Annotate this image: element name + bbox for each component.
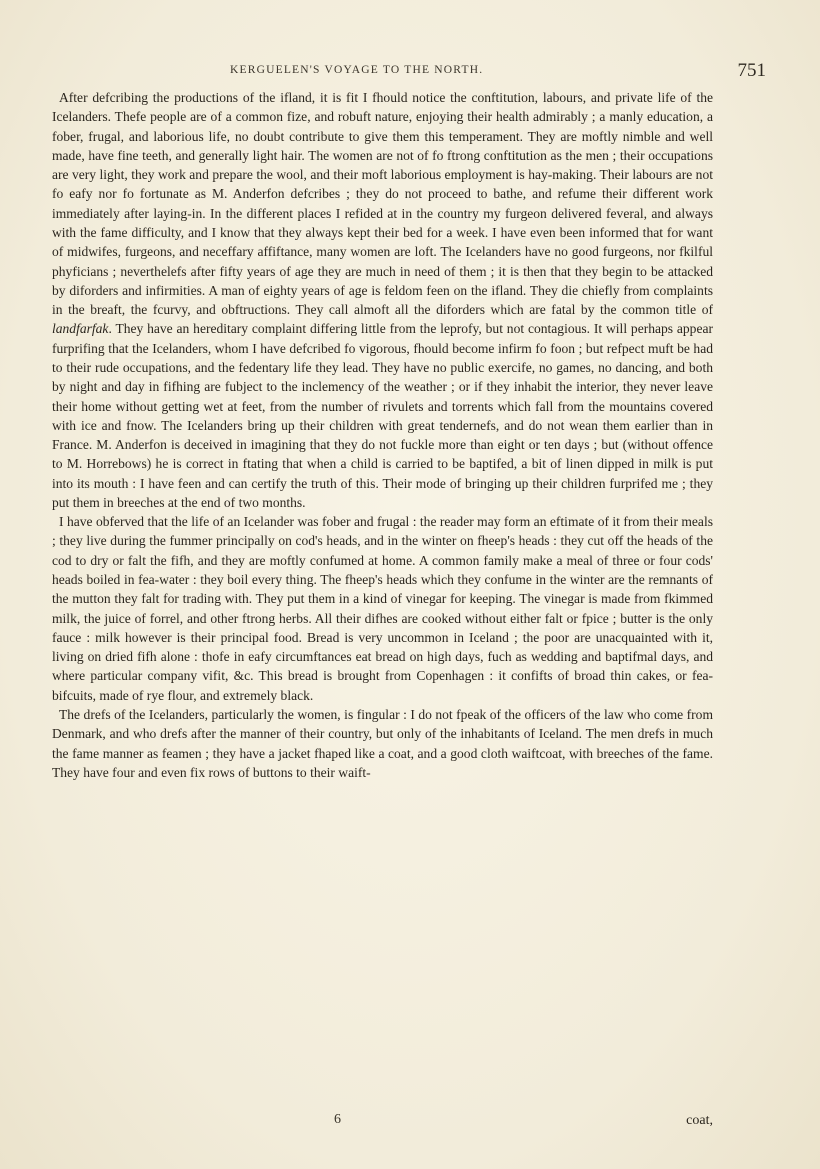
signature-mark: 6	[334, 1112, 341, 1127]
page-number: 751	[737, 60, 766, 81]
catchword: coat,	[686, 1113, 713, 1128]
paragraph-constitution-part-1: After defcribing the productions of the ifland, it is fit I fhould notice the conftitution, labours, and private life of the Icelanders. Thefe people are of a common fize, and robuft nature, enjoying their health admirably ; a manly education, a fober, frugal, and laborious life, no doubt contribute to give them this temperament. They are moftly nimble and well made, have fine teeth, and generally light hair. The women are not of fo ftrong conftitution as the men ; their occupations are very light, they work and prepare the wool, and their moft laborious employment is hay-making. Their labours are not fo eafy nor fo fortunate as M. Anderfon defcribes ; they do not proceed to bathe, and refume their different work immediately after laying-in. In the different places I refided at in the country my furgeon delivered feveral, and always with the fame difficulty, and I know that they always kept their bed for a week. I have even been informed that for want of midwifes, furgeons, and neceffary affiftance, many women are loft. The Icelanders have no good furgeons, nor fkilful phyficians ; neverthelefs after fifty years of age they are much in need of them ; it is then that they begin to be attacked by diforders and infirmities. A man of eighty years of age is feldom feen on the ifland. They die chiefly from complaints in the breaft, the fcurvy, and obftructions. They call almoft all the diforders which are fatal by the common title of	[52, 90, 713, 318]
paragraph-constitution	[52, 88, 713, 512]
running-head: KERGUELEN'S VOYAGE TO THE NORTH.	[230, 64, 484, 76]
page-header	[52, 60, 766, 86]
paragraph-dress: The drefs of the Icelanders, particularly the women, is fingular : I do not fpeak of the officers of the law who come from Denmark, and who drefs after the manner of their country, but only of the inhabitants of Iceland. The men drefs in much the fame manner as feamen ; they have a jacket fhaped like a coat, and a good cloth waiftcoat, with breeches of the fame. They have four and even fix rows of buttons to their waift-	[52, 707, 713, 780]
paragraph-constitution-part-2: . They have an hereditary complaint differing little from the leprofy, but not contagious. It will perhaps appear furprifing that the Icelanders, whom I have defcribed fo vigorous, fhould become infirm fo foon ; but refpect muft be had to their rude occupations, and the fedentary life they lead. They have no public exercife, no games, no dancing, and both by night and day in fifhing are fubject to the inclemency of the weather ; or if they inhabit the interior, they never leave their home without getting wet at feet, from the number of rivulets and torrents which fall from the mountains covered with ice and fnow. The Icelanders bring up their children with great tendernefs, and do not wean them earlier than in France. M. Anderfon is deceived in imagining that they do not fuckle more than eight or ten days ; but (without offence to M. Horrebows) he is correct in ftating that when a child is carried to be baptifed, a bit of linen dipped in milk is put into its mouth : I have feen and can certify the truth of this. Their mode of bringing up their children furprifed me ; they put them in breeches at the end of two months.	[52, 321, 713, 510]
paragraph-meals: I have obferved that the life of an Icelander was fober and frugal : the reader may form an eftimate of it from their meals ; they live during the fummer principally on cod's heads, and in the winter on fheep's heads : they cut off the heads of the cod to dry or falt the fifh, and they are moftly confumed at home. A common family make a meal of three or four cods' heads boiled in fea-water : they boil every thing. The fheep's heads which they confume in the winter are the remnants of the mutton they falt for trading with. They put them in a kind of vinegar for keeping. The vinegar is made from fkimmed milk, the juice of forrel, and other ftrong herbs. All their difhes are cooked without either falt or fpice ; butter is the only fauce : milk however is their principal food. Bread is very uncommon in Iceland ; the poor are unacquainted with it, living on dried fifh alone : thofe in eafy circumftances eat bread on high days, fuch as wedding and baptifmal days, and where particular company vifit, &c. This bread is brought from Copenhagen : it confifts of broad thin cakes, or fea-bifcuits, made of rye flour, and extremely black.	[52, 514, 713, 703]
italic-term-landfarfak: landfarfak	[52, 321, 109, 337]
body-text	[52, 88, 713, 782]
